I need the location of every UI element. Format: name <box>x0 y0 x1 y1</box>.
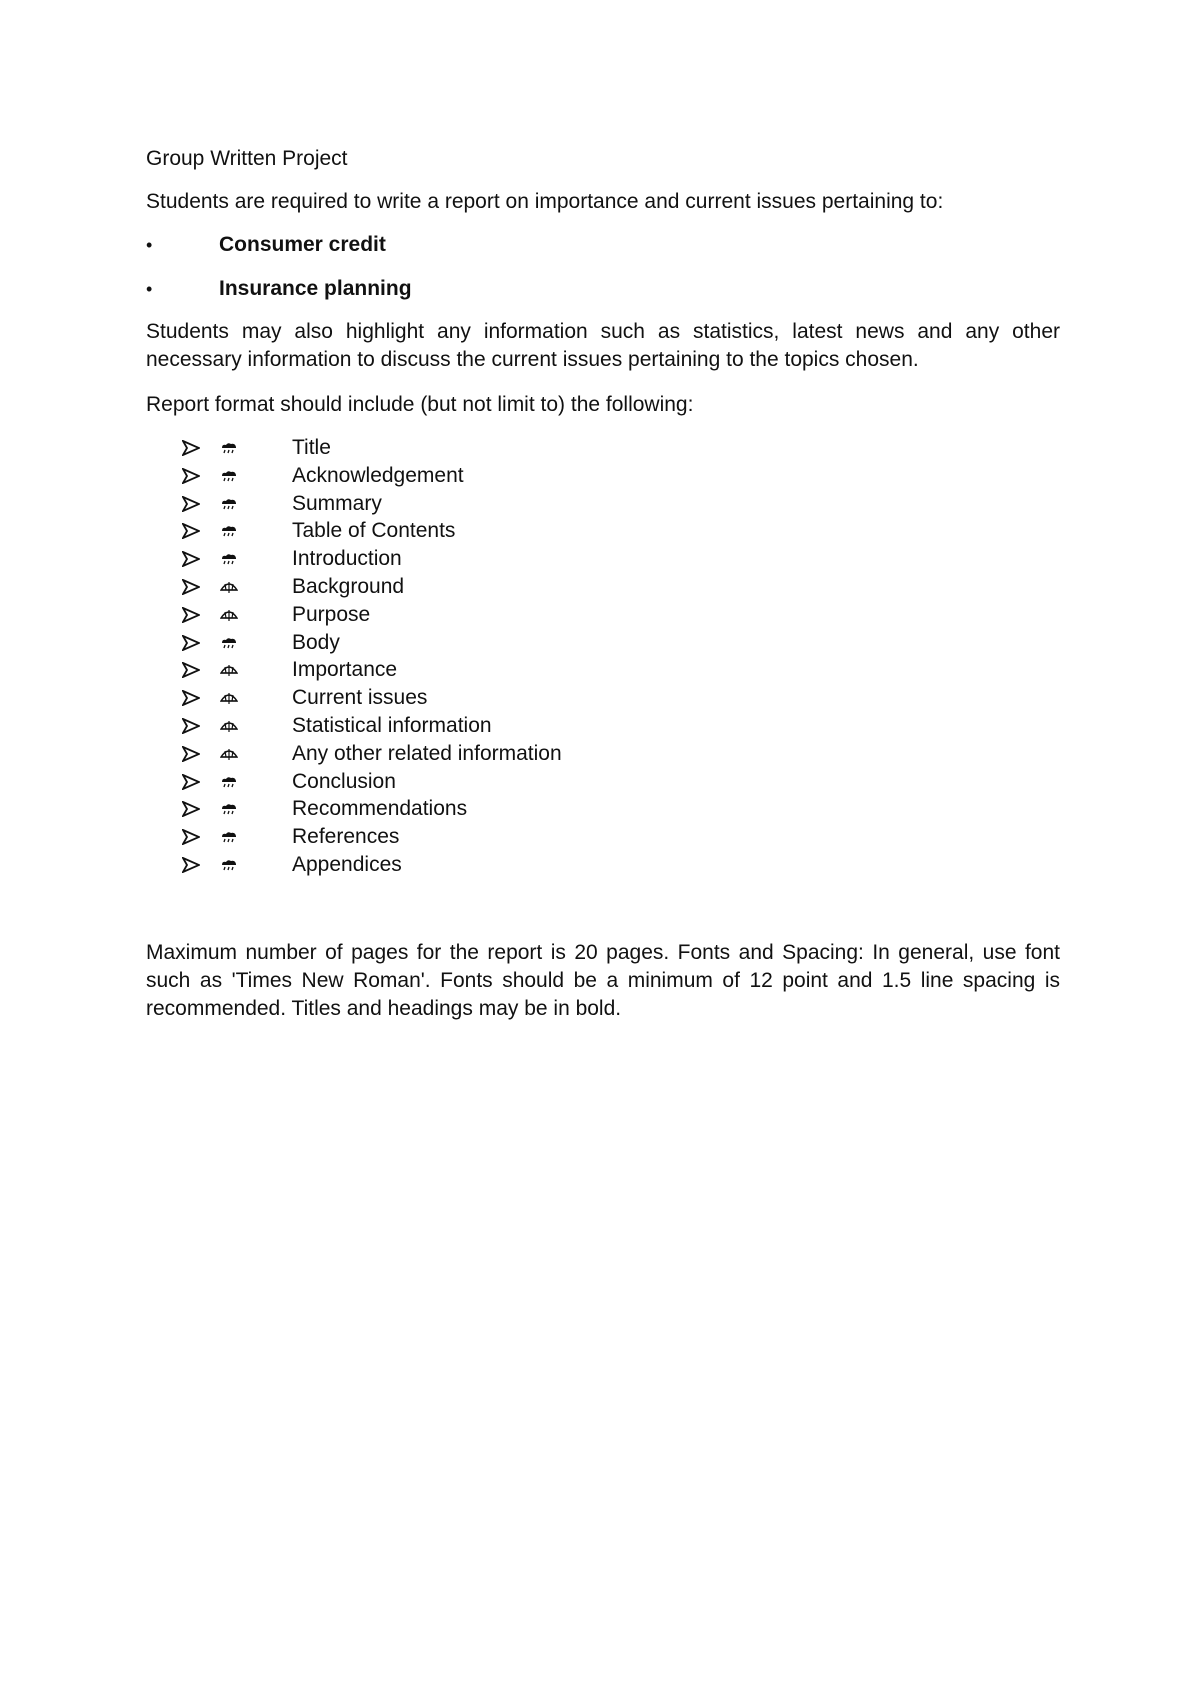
cloud-icon <box>220 469 238 483</box>
arrow-bullet-icon <box>182 551 200 567</box>
guidelines-paragraph: Maximum number of pages for the report is 20 pages. Fonts and Spacing: In general, use font such as 'Times New Roman'. Fonts should be a minimum of 12 point and 1.5 line spacing is recommended. Titles and headings may be in bold. <box>146 941 1060 1020</box>
format-item-label: Summary <box>292 491 382 515</box>
topic-item <box>146 275 412 303</box>
format-item-label: Recommendations <box>292 797 468 821</box>
arrow-bullet-icon <box>182 496 200 512</box>
arrow-bullet-icon <box>182 523 200 539</box>
format-item-label: Importance <box>292 658 398 682</box>
format-item-label: Acknowledgement <box>292 463 464 487</box>
arrow-bullet-icon <box>182 746 200 762</box>
intro-text: Students are required to write a report on importance and current issues pertaining to: <box>146 190 944 213</box>
arrow-bullet-icon <box>182 829 200 845</box>
arrow-bullet-icon <box>182 690 200 706</box>
cloud-icon <box>220 524 238 538</box>
format-item-label: Background <box>292 574 405 598</box>
format-item-label: Conclusion <box>292 769 396 793</box>
umbrella-icon <box>220 719 238 733</box>
umbrella-icon <box>220 580 238 594</box>
format-item-label: Purpose <box>292 602 371 626</box>
cloud-icon <box>220 441 238 455</box>
cloud-icon <box>220 636 238 650</box>
arrow-bullet-icon <box>182 857 200 873</box>
cloud-icon <box>220 775 238 789</box>
arrow-bullet-icon <box>182 440 200 456</box>
cloud-icon <box>220 858 238 872</box>
arrow-bullet-icon <box>182 662 200 678</box>
document-heading: Group Written Project <box>146 147 348 170</box>
umbrella-icon <box>220 663 238 677</box>
cloud-icon <box>220 830 238 844</box>
highlight-paragraph: Students may also highlight any information such as statistics, latest news and any other necessary information to discuss the current issues pertaining to the topics chosen. <box>146 320 1060 371</box>
umbrella-icon <box>220 691 238 705</box>
arrow-bullet-icon <box>182 718 200 734</box>
format-item-label: Body <box>292 630 340 654</box>
topic-label: Insurance planning <box>219 277 412 300</box>
format-item-label: Current issues <box>292 686 428 710</box>
umbrella-icon <box>220 747 238 761</box>
bullet-icon: • <box>146 279 153 299</box>
umbrella-icon <box>220 608 238 622</box>
arrow-bullet-icon <box>182 579 200 595</box>
arrow-bullet-icon <box>182 774 200 790</box>
arrow-bullet-icon <box>182 635 200 651</box>
arrow-bullet-icon <box>182 801 200 817</box>
format-item-label: Appendices <box>292 852 402 876</box>
format-item-label: Table of Contents <box>292 519 456 543</box>
cloud-icon <box>220 552 238 566</box>
format-item-label: Any other related information <box>292 741 562 765</box>
cloud-icon <box>220 802 238 816</box>
format-item-label: Statistical information <box>292 713 492 737</box>
format-item-label: Title <box>292 436 331 459</box>
arrow-bullet-icon <box>182 607 200 623</box>
format-item-label: References <box>292 825 400 849</box>
format-intro: Report format should include (but not limit to) the following: <box>146 393 694 416</box>
arrow-bullet-icon <box>182 468 200 484</box>
format-item-label: Introduction <box>292 547 402 571</box>
topic-item <box>146 231 386 259</box>
cloud-icon <box>220 497 238 511</box>
topic-label: Consumer credit <box>219 233 386 256</box>
bullet-icon: • <box>146 235 153 255</box>
